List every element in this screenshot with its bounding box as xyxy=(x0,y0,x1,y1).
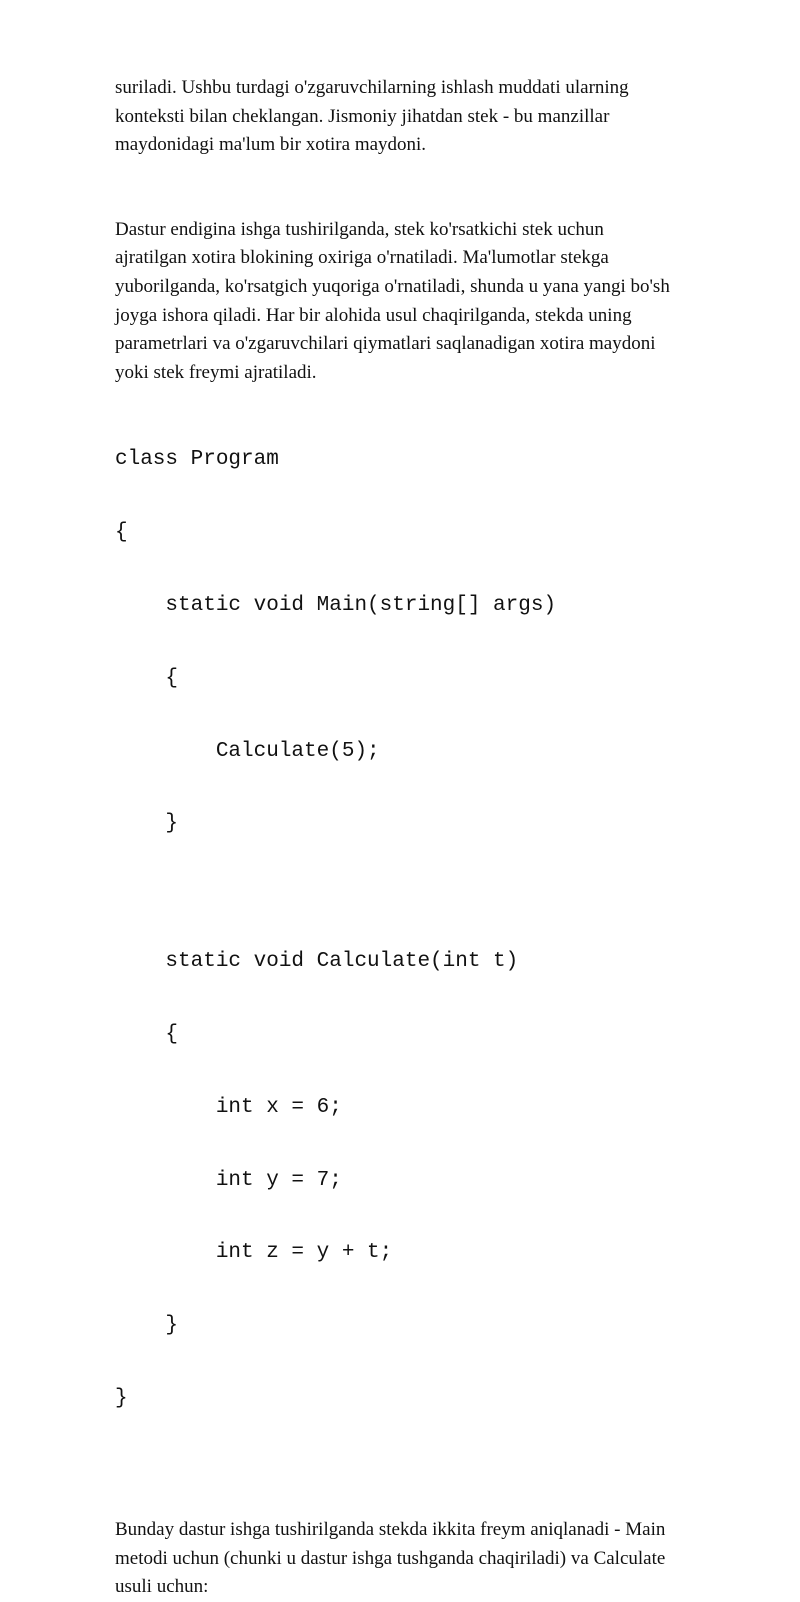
paragraph-stack-lifetime xyxy=(115,74,755,160)
code-line: class Program xyxy=(115,447,279,471)
text-line: ajratilgan xotira blokining oxiriga o'rnatiladi. Ma'lumotlar stekga xyxy=(115,247,609,269)
code-line: { xyxy=(115,666,179,690)
text-line: metodi uchun (chunki u dastur ishga tushganda chaqiriladi) va Calculate xyxy=(115,1547,666,1569)
code-line: Calculate(5); xyxy=(115,739,380,763)
paragraph-two-frames xyxy=(115,1516,755,1602)
code-line: int z = y + t; xyxy=(115,1241,393,1265)
text-line: maydonidagi ma'lum bir xotira maydoni. xyxy=(115,134,427,156)
text-line: Bunday dastur ishga tushirilganda stekda ikkita freym aniqlanadi - Main xyxy=(115,1519,666,1541)
text-line: parametrlari va o'zgaruvchilari qiymatlari saqlanadigan xotira maydoni xyxy=(115,333,656,355)
document-page xyxy=(115,74,755,1602)
code-line: { xyxy=(115,1022,179,1046)
code-line: } xyxy=(115,1314,179,1338)
code-block xyxy=(115,399,755,1460)
code-line: static void Main(string[] args) xyxy=(115,593,557,617)
text-line: Dastur endigina ishga tushirilganda, stek ko'rsatkichi stek uchun xyxy=(115,218,604,240)
text-line: joyga ishora qiladi. Har bir alohida usul chaqirilganda, stekda uning xyxy=(115,304,632,326)
code-line-blank xyxy=(115,885,755,901)
text-line: yoki stek freymi ajratiladi. xyxy=(115,361,317,383)
code-line: } xyxy=(115,812,179,836)
text-line: suriladi. Ushbu turdagi o'zgaruvchilarning ishlash muddati ularning xyxy=(115,77,629,98)
code-line: int y = 7; xyxy=(115,1168,342,1192)
code-line: { xyxy=(115,520,128,544)
code-line: static void Calculate(int t) xyxy=(115,949,519,973)
text-line: yuborilganda, ko'rsatgich yuqoriga o'rnatiladi, shunda u yana yangi bo'sh xyxy=(115,275,670,297)
paragraph-stack-pointer xyxy=(115,216,755,388)
text-line: usuli uchun: xyxy=(115,1576,209,1598)
text-line: konteksti bilan cheklangan. Jismoniy jihatdan stek - bu manzillar xyxy=(115,105,610,127)
code-line: int x = 6; xyxy=(115,1095,342,1119)
code-line: } xyxy=(115,1387,128,1411)
